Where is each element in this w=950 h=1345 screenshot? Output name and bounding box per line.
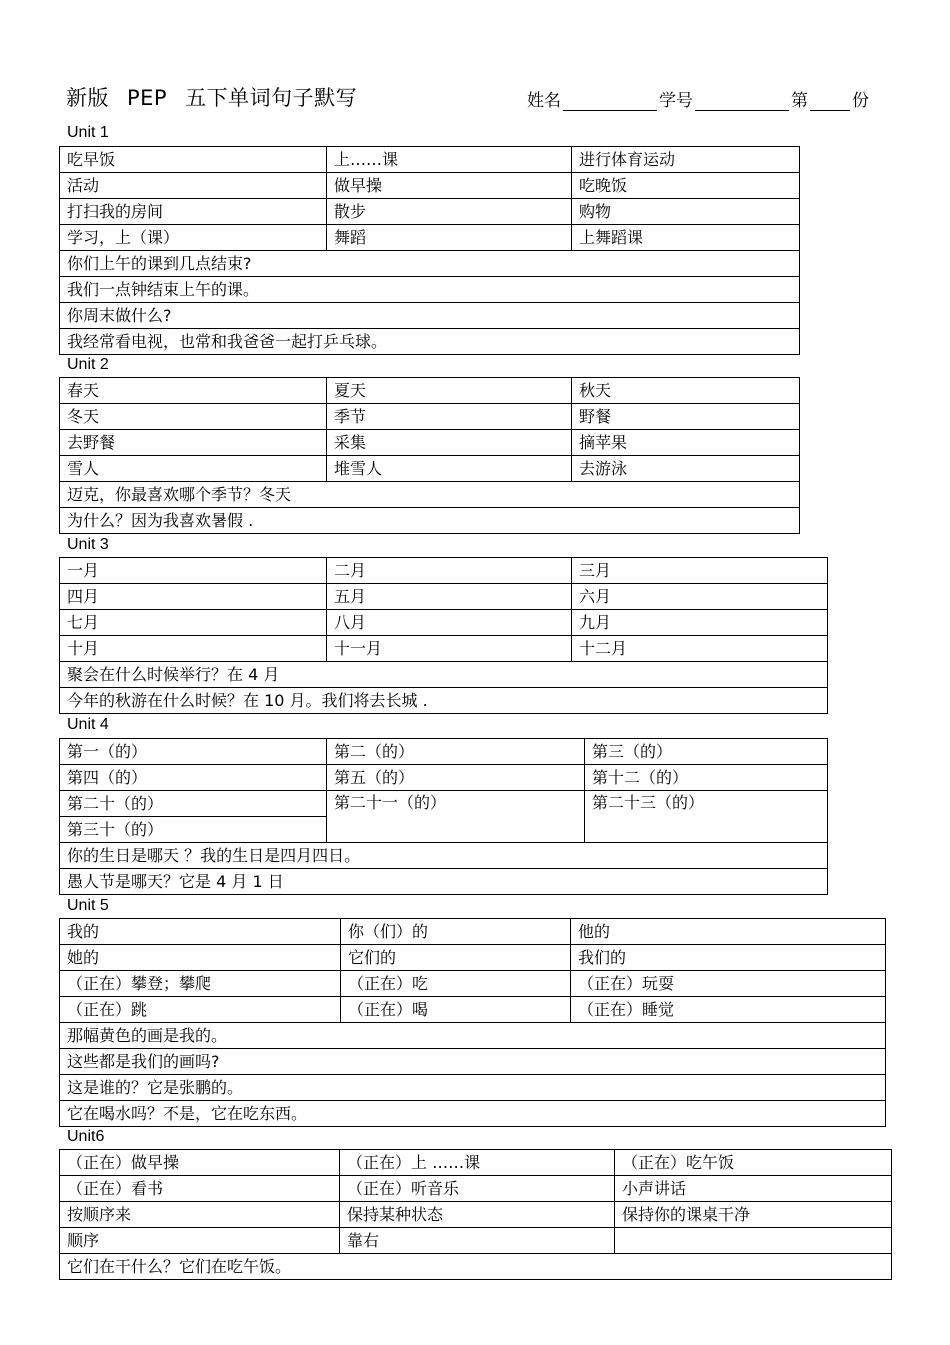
word-cell: （正在）上 ……课 (340, 1150, 615, 1176)
word-cell: 雪人 (60, 456, 327, 482)
word-cell: 第四（的） (60, 765, 327, 791)
unit-2-label: Unit 2 (67, 356, 109, 373)
word-cell: 吃早饭 (60, 147, 327, 173)
word-cell: （正在）看书 (60, 1176, 340, 1202)
word-cell: 购物 (572, 199, 800, 225)
word-cell: 七月 (60, 610, 327, 636)
word-cell: 摘苹果 (572, 430, 800, 456)
word-row (60, 739, 828, 765)
sentence-cell: 你周末做什么? (60, 303, 800, 329)
copy-prefix: 第 (791, 91, 808, 111)
sentence-row (60, 482, 800, 508)
word-cell: 第二（的） (327, 739, 585, 765)
word-cell: 夏天 (327, 378, 572, 404)
word-cell: 它们的 (341, 945, 571, 971)
sentence-row (60, 662, 828, 688)
title-part-pep: PEP (127, 86, 168, 110)
word-cell: 第五（的） (327, 765, 585, 791)
word-cell: 十二月 (572, 636, 828, 662)
word-cell: （正在）吃 (341, 971, 571, 997)
word-cell: 打扫我的房间 (60, 199, 327, 225)
unit-3-table (59, 557, 828, 714)
unit-3-label: Unit 3 (67, 536, 109, 553)
word-cell: 靠右 (340, 1228, 615, 1254)
word-cell: 他的 (571, 919, 886, 945)
word-cell: 去野餐 (60, 430, 327, 456)
sentence-row (60, 277, 800, 303)
word-cell: 学习，上（课） (60, 225, 327, 251)
word-row (60, 456, 800, 482)
sentence-cell: 我经常看电视，也常和我爸爸一起打乒乓球。 (60, 329, 800, 355)
word-cell: 第二十一（的） (327, 791, 585, 843)
word-cell: 舞蹈 (327, 225, 572, 251)
word-cell: 秋天 (572, 378, 800, 404)
word-row (60, 971, 886, 997)
word-row (60, 584, 828, 610)
word-row (60, 997, 886, 1023)
word-row (60, 558, 828, 584)
word-cell: 野餐 (572, 404, 800, 430)
word-cell: 活动 (60, 173, 327, 199)
word-cell: 冬天 (60, 404, 327, 430)
number-blank[interactable] (695, 92, 789, 111)
word-cell: 四月 (60, 584, 327, 610)
sentence-cell: 你们上午的课到几点结束? (60, 251, 800, 277)
unit-4-label: Unit 4 (67, 716, 109, 733)
sentence-row (60, 688, 828, 714)
word-cell: 第二十（的） (60, 791, 327, 817)
word-row (60, 610, 828, 636)
sentence-row (60, 1075, 886, 1101)
sentence-cell: 那幅黄色的画是我的。 (60, 1023, 886, 1049)
word-row (60, 225, 800, 251)
word-cell: （正在）睡觉 (571, 997, 886, 1023)
sentence-cell: 这是谁的？它是张鹏的。 (60, 1075, 886, 1101)
sentence-row (60, 251, 800, 277)
word-cell: （正在）攀登；攀爬 (60, 971, 341, 997)
unit-1-table (59, 146, 800, 355)
word-cell: 散步 (327, 199, 572, 225)
empty-cell (615, 1228, 892, 1254)
word-cell: （正在）跳 (60, 997, 341, 1023)
word-cell: 保持你的课桌干净 (615, 1202, 892, 1228)
unit-4-table (59, 738, 828, 895)
sentence-row (60, 1101, 886, 1127)
word-row (60, 1176, 892, 1202)
unit-1-label: Unit 1 (67, 124, 109, 141)
word-cell: 堆雪人 (327, 456, 572, 482)
sentence-cell: 你的生日是哪天 ？我的生日是四月四日。 (60, 843, 828, 869)
unit-2-table (59, 377, 800, 534)
number-label: 学号 (659, 91, 693, 111)
sentence-row (60, 329, 800, 355)
word-cell: 第三（的） (585, 739, 828, 765)
word-cell: 小声讲话 (615, 1176, 892, 1202)
word-cell: 进行体育运动 (572, 147, 800, 173)
word-row (60, 919, 886, 945)
word-cell: 做早操 (327, 173, 572, 199)
unit-6-label: Unit6 (67, 1128, 105, 1145)
copy-suffix: 份 (852, 91, 869, 111)
word-cell: 吃晚饭 (572, 173, 800, 199)
word-cell: 季节 (327, 404, 572, 430)
unit-5-label: Unit 5 (67, 897, 109, 914)
word-row (60, 378, 800, 404)
word-cell: 第三十（的） (60, 817, 327, 843)
word-cell: （正在）玩耍 (571, 971, 886, 997)
sentence-cell: 它在喝水吗？不是，它在吃东西。 (60, 1101, 886, 1127)
sentence-row (60, 303, 800, 329)
sentence-cell: 愚人节是哪天？它是 4 月 1 日 (60, 869, 828, 895)
unit-6-table (59, 1149, 892, 1280)
word-cell: 她的 (60, 945, 341, 971)
word-row (60, 147, 800, 173)
student-info-fields (527, 86, 869, 111)
name-label: 姓名 (527, 91, 561, 111)
sentence-cell: 为什么？因为我喜欢暑假 . (60, 508, 800, 534)
word-cell: 六月 (572, 584, 828, 610)
word-cell: 按顺序来 (60, 1202, 340, 1228)
word-row (60, 1202, 892, 1228)
word-cell: （正在）吃午饭 (615, 1150, 892, 1176)
sentence-row (60, 1254, 892, 1280)
page-title (66, 82, 357, 112)
word-cell: 你（们）的 (341, 919, 571, 945)
word-cell: 第十二（的） (585, 765, 828, 791)
sentence-cell: 它们在干什么？它们在吃午饭。 (60, 1254, 892, 1280)
sentence-cell: 今年的秋游在什么时候？在 10 月。我们将去长城 . (60, 688, 828, 714)
word-cell: 八月 (327, 610, 572, 636)
copy-blank[interactable] (810, 92, 850, 111)
sentence-cell: 这些都是我们的画吗? (60, 1049, 886, 1075)
sentence-cell: 我们一点钟结束上午的课。 (60, 277, 800, 303)
word-row (60, 173, 800, 199)
word-cell: 春天 (60, 378, 327, 404)
word-cell: 第一（的） (60, 739, 327, 765)
word-cell: 我们的 (571, 945, 886, 971)
word-row (60, 1150, 892, 1176)
unit-5-table (59, 918, 886, 1127)
word-row (60, 945, 886, 971)
sentence-row (60, 1049, 886, 1075)
title-part-edition: 新版 (66, 86, 109, 110)
word-cell: 我的 (60, 919, 341, 945)
word-cell: 第二十三（的） (585, 791, 828, 843)
word-cell: 保持某种状态 (340, 1202, 615, 1228)
word-cell: 上……课 (327, 147, 572, 173)
word-row (60, 765, 828, 791)
word-cell: （正在）做早操 (60, 1150, 340, 1176)
word-cell: （正在）喝 (341, 997, 571, 1023)
word-row (60, 791, 828, 817)
word-cell: 顺序 (60, 1228, 340, 1254)
title-part-subject: 五下单词句子默写 (185, 86, 358, 110)
word-cell: 二月 (327, 558, 572, 584)
word-cell: 九月 (572, 610, 828, 636)
sentence-cell: 迈克，你最喜欢哪个季节？冬天 (60, 482, 800, 508)
word-row (60, 636, 828, 662)
sentence-row (60, 508, 800, 534)
word-cell: （正在）听音乐 (340, 1176, 615, 1202)
word-cell: 一月 (60, 558, 327, 584)
word-cell: 十月 (60, 636, 327, 662)
word-row (60, 1228, 892, 1254)
sentence-row (60, 869, 828, 895)
word-cell: 十一月 (327, 636, 572, 662)
word-cell: 上舞蹈课 (572, 225, 800, 251)
sentence-row (60, 843, 828, 869)
name-blank[interactable] (563, 92, 657, 111)
sentence-cell: 聚会在什么时候举行？在 4 月 (60, 662, 828, 688)
word-row (60, 430, 800, 456)
word-cell: 三月 (572, 558, 828, 584)
sentence-row (60, 1023, 886, 1049)
word-row (60, 199, 800, 225)
word-row (60, 404, 800, 430)
word-cell: 采集 (327, 430, 572, 456)
word-cell: 五月 (327, 584, 572, 610)
word-cell: 去游泳 (572, 456, 800, 482)
